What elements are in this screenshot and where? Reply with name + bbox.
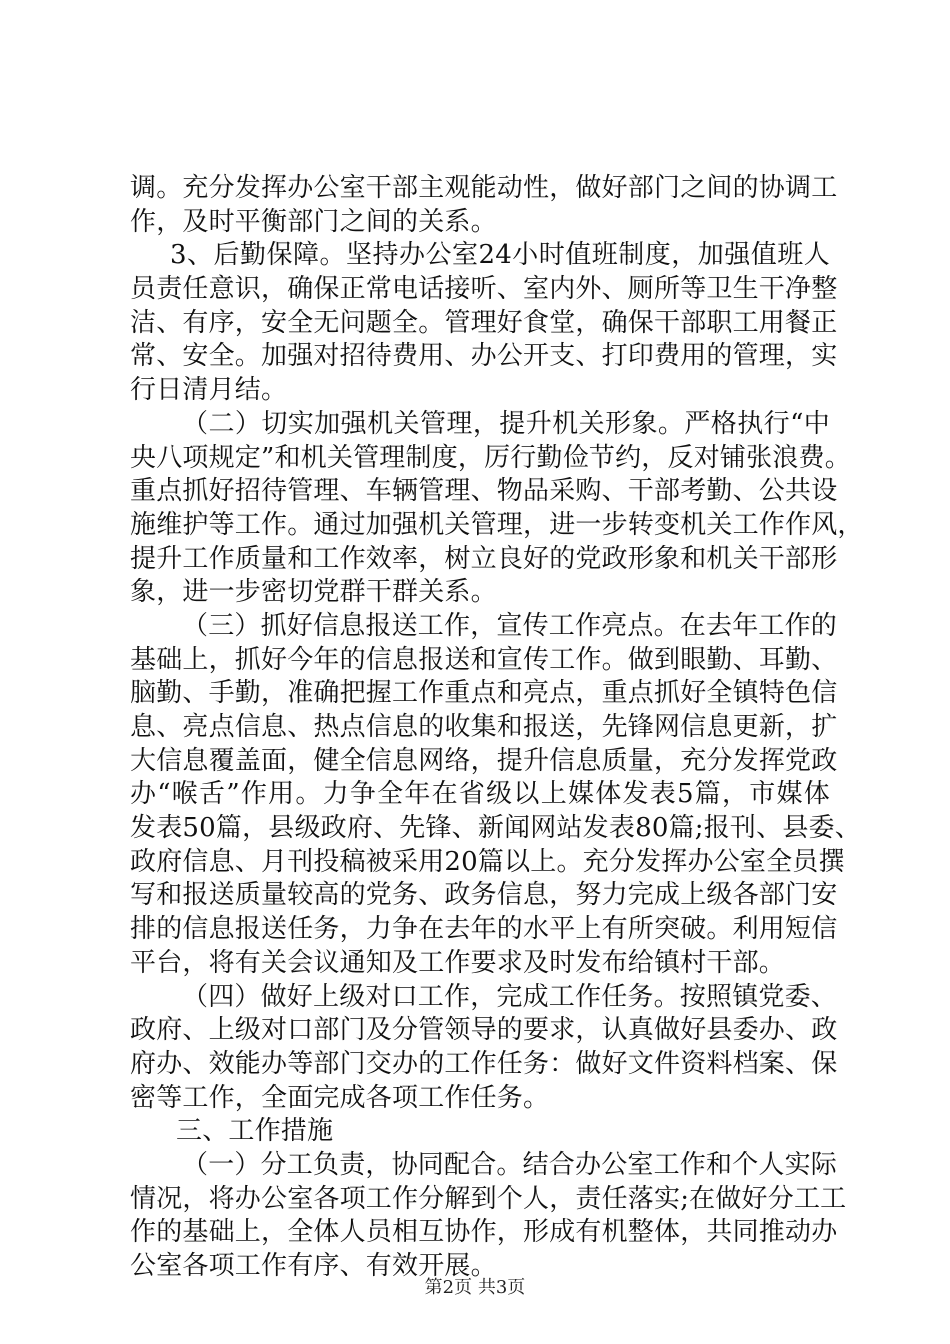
text-line: 央八项规定”和机关管理制度，厉行勤俭节约，反对铺张浪费。	[130, 442, 851, 473]
text-line: 行日清月结。	[130, 375, 288, 406]
text-line: 作的基础上，全体人员相互协作，形成有机整体，共同推动办	[130, 1217, 838, 1248]
text-line: 大信息覆盖面，健全信息网络，提升信息质量，充分发挥党政	[130, 745, 838, 776]
text-line: 施维护等工作。通过加强机关管理，进一步转变机关工作作风，	[130, 509, 864, 540]
text-line: 府办、效能办等部门交办的工作任务：做好文件资料档案、保	[130, 1048, 838, 1079]
document-body	[130, 172, 864, 1284]
text-line: 写和报送质量较高的党务、政务信息，努力完成上级各部门安	[130, 880, 838, 911]
text-line: 排的信息报送任务，力争在去年的水平上有所突破。利用短信	[130, 914, 838, 945]
text-line: 基础上，抓好今年的信息报送和宣传工作。做到眼勤、耳勤、	[130, 644, 838, 675]
text-line: （四）做好上级对口工作，完成工作任务。按照镇党委、	[182, 981, 838, 1012]
text-line: （三）抓好信息报送工作，宣传工作亮点。在去年工作的	[182, 610, 838, 641]
text-line: 脑勤、手勤，准确把握工作重点和亮点，重点抓好全镇特色信	[130, 678, 838, 709]
text-line: 政府、上级对口部门及分管领导的要求，认真做好县委办、政	[130, 1015, 838, 1046]
text-line: 公室各项工作有序、有效开展。	[130, 1251, 497, 1281]
text-line: 息、亮点信息、热点信息的收集和报送，先锋网信息更新，扩	[130, 712, 838, 742]
page-number-footer: 第2页 共3页	[424, 1277, 526, 1298]
text-line: 洁、有序，安全无问题全。管理好食堂，确保干部职工用餐正	[130, 307, 838, 338]
text-line: 调。充分发挥办公室干部主观能动性，做好部门之间的协调工	[130, 173, 838, 203]
text-line: 办“喉舌”作用。力争全年在省级以上媒体发表5篇，市媒体	[130, 779, 830, 810]
text-line: 密等工作，全面完成各项工作任务。	[130, 1082, 550, 1113]
text-line: 提升工作质量和工作效率，树立良好的党政形象和机关干部形	[130, 543, 838, 574]
text-line: （一）分工负责，协同配合。结合办公室工作和个人实际	[182, 1149, 838, 1180]
text-line: 情况，将办公室各项工作分解到个人，责任落实;在做好分工工	[130, 1183, 847, 1214]
text-line: 象，进一步密切党群干群关系。	[130, 577, 497, 608]
text-line: （二）切实加强机关管理，提升机关形象。严格执行“中	[182, 408, 830, 439]
text-line: 政府信息、月刊投稿被采用20篇以上。充分发挥办公室全员撰	[130, 846, 845, 877]
text-line: 员责任意识，确保正常电话接听、室内外、厕所等卫生干净整	[130, 274, 838, 305]
text-line: 3、后勤保障。坚持办公室24小时值班制度，加强值班人	[170, 240, 830, 271]
text-line: 发表50篇，县级政府、先锋、新闻网站发表80篇;报刊、县委、	[130, 813, 861, 844]
text-line: 作，及时平衡部门之间的关系。	[130, 206, 497, 237]
text-line: 重点抓好招待管理、车辆管理、物品采购、干部考勤、公共设	[130, 476, 838, 507]
text-line: 常、安全。加强对招待费用、办公开支、打印费用的管理，实	[130, 341, 838, 372]
text-line: 平台，将有关会议通知及工作要求及时发布给镇村干部。	[130, 947, 786, 978]
section-heading: 三、工作措施	[176, 1116, 334, 1147]
